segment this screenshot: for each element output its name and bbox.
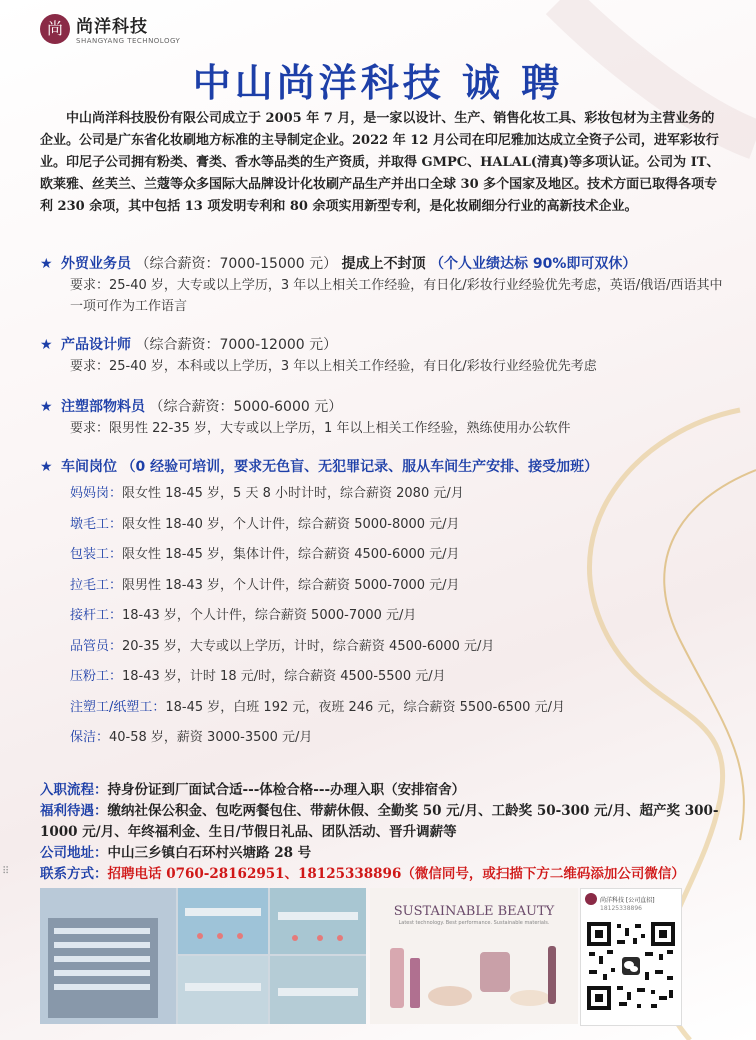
benefits <box>40 801 730 843</box>
star-icon: ★ <box>40 256 53 272</box>
list-item <box>70 696 710 727</box>
contact-text: 招聘电话 0760-28162951、18125338896（微信同号，或扫描下方二维码添加公司微信） <box>107 866 685 882</box>
job-requirements: 要求：25-40 岁，本科或以上学历，3 年以上相关工作经验，有日化/彩妆行业经验优先考虑 <box>70 359 597 374</box>
drag-handle-icon[interactable]: ⠿ <box>2 866 10 877</box>
job-requirements: 要求：限男性 22-35 岁，大专或以上学历，1 年以上相关工作经验，熟练使用办公软件 <box>70 421 571 436</box>
job-note: （个人业绩达标 90%即可双休） <box>430 256 637 272</box>
job-salary: （综合薪资：5000-6000 元） <box>149 399 343 415</box>
factory-photo-collage <box>40 888 366 1024</box>
address <box>40 843 730 864</box>
process-label: 入职流程： <box>40 782 108 798</box>
qr-phone: 18125338896 <box>600 905 642 912</box>
job-note: （0 经验可培训，要求无色盲、无犯罪记录、服从车间生产安排、接受加班） <box>121 459 599 475</box>
ws-desc: 限女性 18-45 岁，5 天 8 小时计时，综合薪资 2080 元/月 <box>122 486 464 501</box>
star-icon: ★ <box>40 399 53 415</box>
process-text: 持身份证到厂面试合适---体检合格---办理入职（安排宿舍） <box>107 782 466 798</box>
ws-desc: 40-58 岁，薪资 3000-3500 元/月 <box>109 730 313 745</box>
ws-name: 品管员： <box>70 638 123 654</box>
job-foreign-trade <box>40 253 730 317</box>
company-logo <box>40 12 180 45</box>
job-injection-material <box>40 396 730 439</box>
beauty-subtitle: Latest technology. Best performance. Sustainable materials. <box>398 920 550 926</box>
job-workshop <box>40 456 730 478</box>
ws-name: 包装工： <box>70 547 123 562</box>
list-item <box>70 482 710 513</box>
benefits-text: 缴纳社保公积金、包吃两餐包住、带薪休假、全勤奖 50 元/月、工龄奖 50-300 元/月、超产奖 300-1000 元/月、年终福利金、生日/节假日礼品、团队活动、晋升调薪等 <box>40 803 719 840</box>
job-title: 车间岗位 <box>61 459 118 475</box>
job-title: 产品设计师 <box>61 337 132 353</box>
ws-name: 保洁： <box>70 730 110 745</box>
address-label: 公司地址： <box>40 845 108 861</box>
address-text: 中山三乡镇白石环村兴塘路 28 号 <box>107 845 312 861</box>
ws-name: 墩毛工： <box>70 516 123 532</box>
list-item <box>70 665 710 696</box>
job-commission: 提成上不封顶 <box>341 256 426 272</box>
contact <box>40 864 730 885</box>
beauty-product-image <box>370 888 578 1024</box>
list-item <box>70 604 710 635</box>
wechat-qr-card[interactable] <box>580 888 682 1026</box>
job-salary: （综合薪资：7000-12000 元） <box>135 337 338 353</box>
company-intro: 中山尚洋科技股份有限公司成立于 2005 年 7 月，是一家以设计、生产、销售化妆工具、彩妆包材为主营业务的企业。公司是广东省化妆刷地方标准的主导制定企业。2022 年 12 月公司在印尼雅加达成立全资子公司，进军彩妆行业。印尼子公司拥有粉类、膏类、香水等品类的生产资质，并取得 GMPC、HALAL(清真)等多项认证。公司为 IT、欧莱雅、丝芙兰、兰蔻等众多国际大品牌设计化妆刷产品生产并出口全球 30 多个国家及地区。技术方面已取得各项专利 230 余项，其中包括 13 项发明专利和 80 余项实用新型专利，是化妆刷细分行业的高新技术企业。 <box>40 111 720 214</box>
list-item <box>70 635 710 666</box>
ws-name: 妈妈岗： <box>70 486 123 501</box>
ws-desc: 限男性 18-43 岁，个人计件，综合薪资 5000-7000 元/月 <box>122 577 460 593</box>
ws-name: 压粉工： <box>70 669 123 684</box>
job-requirements: 要求：25-40 岁，大专或以上学历，3 年以上相关工作经验，有日化/彩妆行业经验优先考虑，英语/俄语/西语其中一项可作为工作语言 <box>70 278 723 314</box>
list-item <box>70 726 710 757</box>
logo-icon: 尚 <box>40 14 70 44</box>
list-item <box>70 543 710 574</box>
qr-avatar <box>585 893 597 905</box>
workshop-list <box>70 482 710 757</box>
ws-name: 注塑工/纸塑工： <box>70 699 166 715</box>
job-salary: （综合薪资：7000-15000 元） <box>135 256 338 272</box>
qr-name: 尚洋科技 [公司直招] <box>600 896 655 904</box>
ws-desc: 限女性 18-40 岁，个人计件，综合薪资 5000-8000 元/月 <box>122 516 460 532</box>
job-product-designer <box>40 334 730 377</box>
page-title: 中山尚洋科技 诚 聘 <box>192 60 564 105</box>
ws-name: 拉毛工： <box>70 577 123 593</box>
hiring-process <box>40 780 730 801</box>
list-item <box>70 574 710 605</box>
ws-desc: 限女性 18-45 岁，集体计件，综合薪资 4500-6000 元/月 <box>122 547 460 562</box>
star-icon: ★ <box>40 337 53 353</box>
list-item <box>70 513 710 544</box>
ws-desc: 18-43 岁，个人计件，综合薪资 5000-7000 元/月 <box>122 608 417 623</box>
contact-label: 联系方式： <box>40 866 108 882</box>
ws-desc: 18-43 岁，计时 18 元/时，综合薪资 4500-5500 元/月 <box>122 669 446 684</box>
info-section <box>40 780 730 885</box>
logo-name-en: SHANGYANG TECHNOLOGY <box>76 37 181 45</box>
ws-desc: 18-45 岁，白班 192 元，夜班 246 元，综合薪资 5500-6500 元/月 <box>165 699 565 715</box>
benefits-label: 福利待遇： <box>40 803 108 819</box>
qr-code[interactable] <box>585 920 677 1012</box>
star-icon: ★ <box>40 459 53 475</box>
job-title: 外贸业务员 <box>61 256 132 272</box>
ws-name: 接杆工： <box>70 608 123 623</box>
ws-desc: 20-35 岁，大专或以上学历，计时，综合薪资 4500-6000 元/月 <box>122 638 495 654</box>
job-title: 注塑部物料员 <box>61 399 146 415</box>
beauty-title: SUSTAINABLE BEAUTY <box>393 904 555 919</box>
logo-name-cn: 尚洋科技 <box>76 17 148 37</box>
